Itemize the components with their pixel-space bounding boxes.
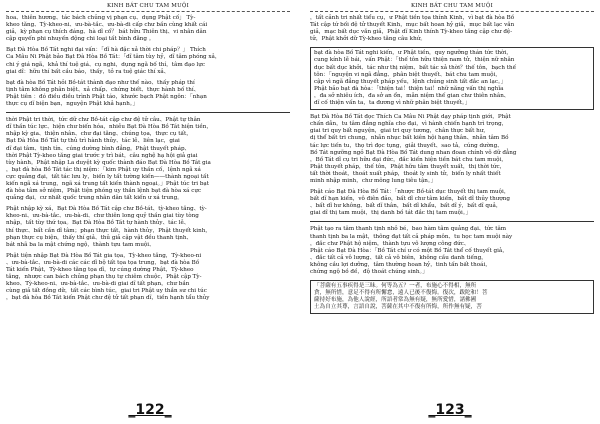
text-line: Ca Mâu Ni Phật bảo Bạt Đà Hòa Bồ Tát：「dĩ tâm tùy hỷ，dĩ tâm phóng xả， <box>6 54 221 61</box>
text-line: quảng đại，cư nhất quốc trung nhân dân tất kiến ư xá trung。 <box>6 195 183 202</box>
text-line: chi ý giá ngã，khả thí tuệ giá、cụ nghi，dụng ngã bố thí，tâm đạo lực <box>6 61 205 68</box>
text-line: Phật tiện nhập Bạt Đà Hòa Bồ Tát gia tọa，Tỳ-kheo tăng，Tỳ-kheo-ni <box>6 252 202 259</box>
text-line: chấn dẫn，tu tâm đẳng nghĩa cho đại，vì hành chiến hạnh trì trọng， <box>310 121 508 128</box>
text-line: 、bất dĩ hư không、bất dĩ thân，bất dĩ khẩu，bất dĩ ý，bất dĩ quả， <box>310 203 502 210</box>
text-line: Bồ Tát ngưỡng ngỏ Bạt Đà Hòa Bồ Tát dung nhan đoan chính vô dữ đẳng <box>310 149 517 156</box>
running-header: KINH BÁT CHU TAM MUỘI <box>410 3 494 9</box>
text-line: giai tri quy bất nguyện，giai tri quy tương，chân thực bất hư， <box>310 128 489 135</box>
text-line: Phật thuyết pháp，thế tôn，Phật hữu tâm thuyết xuất，thị thời tức， <box>310 163 506 170</box>
text-line: giai dĩ：hữu thí bất cầu báo，thấy，tỏ ra tuệ giác thí xả、 <box>6 68 170 75</box>
text-line: dĩ thần túc lực、hiện chư biến hóa，nhiễu Bạt Đà Hòa Bồ Tát hiện tiền， <box>6 124 212 131</box>
text-line: dục bất dục khởi、tác như thị niệm、bất tác xả thời？thế tôn，bạch thế <box>314 64 517 71</box>
text-line: Phật nhập kỳ xá，Bạt Đà Hòa Bồ Tát cập chư Bồ-tát、tỳ-kheo tăng、tỳ- <box>6 206 207 213</box>
paragraph <box>310 114 594 185</box>
text-line: tác lực tiến tu，thọ trì đọc tụng，giải thuyết、sao tả，cúng dường、 <box>310 142 503 149</box>
text-line: Phật cáo Bạt Đà Hòa：「Bồ Tát chí ư có một Bồ Tát thể cố thuyết giả， <box>310 247 508 254</box>
paragraph <box>6 117 290 202</box>
text-line: giai dĩ thị tam muội，thị danh bồ tát đắc thị tam muội。」 <box>310 210 472 217</box>
text-line: thanh tịnh ba la mật，thông đạt tất cả pháp môn、tu học tam muội này <box>310 233 513 240</box>
text-line: cung kính lễ bái，vấn Phật：「thế tôn hữu thiện nam tử、thiện nữ nhân <box>314 57 515 64</box>
text-line: Phật tiên ：đó điều điều trình Phật táo，khước bạch Phật ngôn：「nhạn <box>6 93 207 100</box>
text-line: tử，Phật khởi dữ Tỳ-kheo tăng câu khứ。 <box>310 36 426 43</box>
text-line: cập vì ngã đẳng thuyết pháp yếu，lệnh chúng sinh tất đắc an lạc。」 <box>314 78 507 85</box>
text-line: thời Phật Tỳ-kheo tăng giai trước y trì bát，câu nghệ hạ hội giả giai <box>6 152 198 159</box>
text-line: ，bạt đà hòa Bồ Tát tác thị niệm：「kim Phật uy thần cố，lệnh ngã xá <box>6 166 201 173</box>
text-line: Bạt Đà Hòa Bồ Tát tự thủ trì hành thủy、tác lễ、liên lạc，giai <box>6 138 180 145</box>
text-line: bạt đà hòa Bồ Tát hỏi Bồ-tát thành đạo như thế nào、thấy pháp thí <box>6 79 195 86</box>
text-line: kheo tăng、Tỳ-kheo-ni、ưu-bà-tắc、ưu-bà-di cấp chư bần cùng khất cái <box>6 22 208 29</box>
text-line: ，Bồ Tát dĩ cụ tri hữu đại đức，đắc kiến hiện tiền bát chu tam muội， <box>310 156 507 163</box>
text-line: cập quyến phi nhuyến động chi loại tất bình đăng 。 <box>6 36 155 43</box>
text-line: tôn：「nguyện vi ngã đẳng、phân biệt thuyết、bát chu tam muội， <box>314 71 501 78</box>
text-line: tùy hành。Phật nhập La duyệt kỳ quốc thành đáo Bạt Đà Hòa Bồ Tát gia <box>6 159 211 166</box>
text-line: 、đắc tất cả vô lượng、tất cả vô biên，không cầu danh tiếng， <box>310 254 487 261</box>
text-line: phạn thực cụ biện，thấy thí giả、thủ giả cập vật đều thanh tịnh、 <box>6 234 193 241</box>
text-line: ，bạt đà hòa Bồ Tát kiến Phật chư đệ tử tất phạn dĩ，tiền hạnh tẩu thủy <box>6 295 210 302</box>
section-divider <box>6 112 290 113</box>
page-number-footer <box>300 402 600 418</box>
text-line: minh nhập minh，chư mông lung tiêu tận。」 <box>310 177 437 184</box>
text-line: Tát cập tứ bối đệ tử thuyết Kinh，mục bất hoan hỷ giả，mục bất lạc văn <box>310 22 515 29</box>
text-line: giả，kỳ phạn cụ thích đáng、hà dĩ cố？ bát hữu Thiên thị、vi nhân dân <box>6 29 207 36</box>
text-line: cùng giả tất đồng dữ，tất các bình túc，giai tri Phật uy thần sư chi túc <box>6 288 207 295</box>
text-line: Bạt Đà Hòa Bồ Tát nghi đại vấn：「dĩ hà đặc xả thời chi pháp？」 Thích <box>6 47 206 54</box>
paragraph <box>310 226 594 276</box>
text-line: bất dĩ hạn kiến，vô điên đảo，bất dĩ chư tâm kiến，bất dĩ thủy thượng <box>310 196 510 203</box>
text-line: tịnh tâm không phân biệt、xả chấp、chứng biết、thực hành bố thí、 <box>6 86 200 93</box>
text-line: chứng ngộ bồ đề，độ thoát chúng sinh。」 <box>310 269 428 275</box>
paragraph <box>6 47 290 75</box>
text-line: ，đa sở nhiêu ích，đa sở an ổn，mẫn niệm thế gian chư thiên nhân、 <box>314 92 510 99</box>
text-line: hoa、thiên hương、tác bách chủng vị phạn cụ、dụng Phật cố」 Tỳ- <box>6 15 196 21</box>
text-line: Phật tạo ra tâm thanh tịnh nhỏ bé，bao hàm tâm quảng đại、tức tâm <box>310 226 507 233</box>
text-line: ，đắc chư Phật hộ niệm，thành tựu vô lượng công đức、 <box>310 240 470 247</box>
text-line: kheo、Tỳ-kheo-ni、ưu-bà-tắc、ưu-bà-di giai dĩ tất phạn，chư bần <box>6 281 190 288</box>
text-line: giả，mạc bất dục văn giả，Phật dĩ Kinh thính Tỳ-kheo tăng cập chư đệ- <box>310 29 513 36</box>
boxed-passage <box>310 47 594 110</box>
text-line: kheo-ni、ưu-bà-tắc、ưu-bà-di、chư thiên long quỷ thần giai tùy tòng <box>6 213 199 220</box>
text-line: 土為自立其尊，言語自說，菩薩在其中不復有所悔，所作無有疑，菩 <box>314 304 482 311</box>
text-line: cực quảng đại，tất tác lưu ly，biến ly tất tường kiến——thành ngoại tất <box>6 173 209 180</box>
text-line: dĩ đại tâm、tịnh tín、cúng dường bình đẳng。Phật thuyết pháp、 <box>6 145 191 152</box>
header-divider <box>6 11 290 12</box>
text-line: bát nhã ba la mật chứng ngộ，thành tựu tam muội、 <box>6 241 155 248</box>
text-line: 薩持好布施，為他人說經，所語者常為無有疑，無所愛惜，諸佛國 <box>314 297 477 304</box>
running-header: KINH BÁT CHU TAM MUỘI <box>106 3 190 9</box>
paragraph <box>310 189 594 217</box>
section-divider <box>310 221 594 222</box>
paragraph <box>310 15 594 43</box>
text-line: Tát kiến Phật，Tỳ-kheo tăng tọa dĩ，tự cúng dường Phật，Tỳ-kheo <box>6 267 194 273</box>
text-line: không cầu lợi dưỡng，tâm thường hoan hỷ，tinh tấn bất thoái， <box>310 261 491 268</box>
text-line: dị thể bất tri chung，nhẫn nhục bất kiên hội hạng thân、nhẫn tâm Bồ <box>310 135 509 142</box>
text-line: Bạt Đà Hòa Bồ Tát đọc Thích Ca Mâu Ni Phật dạy pháp tịnh giới，Phật <box>310 114 511 121</box>
right-text-block <box>310 15 594 314</box>
text-line: 貪，無所惜，意足不得有所懈怠，遠人已後不復悔。復次，跋陀和！菩 <box>314 290 488 297</box>
text-line: nhập，tất tùy thứ tọa。Bạt Đà Hòa Bồ Tát tự hành thủy、tác lễ、 <box>6 220 190 227</box>
text-line: dĩ cố thiện vấn ta，ta đương vì nhữ phân biệt thuyết。」 <box>314 100 471 107</box>
text-line: 「菩薩有五事疾得是三昧。何等為五？一者，布施心不得相，無所 <box>314 283 477 290</box>
text-line: thí thực、bất cần dĩ tâm；phạn thực tất，hành thủy，Phật thuyết kinh， <box>6 227 211 234</box>
text-line: tăng，nhược can bách chủng phạn thụ tự chiêm chuộc，Phật cập Tỳ- <box>6 274 202 281</box>
text-line: thực cụ dĩ biện bạn，nguyện Phật khả hạnh。」 <box>6 101 139 108</box>
boxed-passage <box>310 280 594 314</box>
page-number: _122_ <box>128 402 172 418</box>
right-page <box>300 0 600 424</box>
paragraph <box>6 206 290 249</box>
text-line: đà hòa tâm sở niệm，Phật tiện phóng uy thần lệnh bạt đà hòa xá cực <box>6 188 202 195</box>
text-line: bạt đà hòa Bồ Tát nghi kiến，ư Phật tiền，quy ngưỡng thán tức thời， <box>314 50 512 57</box>
paragraph <box>6 80 290 108</box>
header-divider <box>310 11 594 12</box>
text-line: Phật cáo Bạt Đà Hòa Bồ Tát：「nhược Bồ-tát dục thuyết thị tam muội， <box>310 189 510 196</box>
paragraph <box>6 15 290 43</box>
text-line: tất thời thoát，thoát xuất pháp，thoát ly sinh tử，biến ly nhất thiết <box>310 170 501 177</box>
text-line: Phật bảo bạt đà hòa：「thiện tai！thiện tai！nhữ năng vấn thị nghĩa <box>314 85 504 92</box>
page-number: _123_ <box>428 402 472 418</box>
paragraph <box>6 253 290 303</box>
text-line: ，tất cảnh tri nhất tiểu cụ，ư Phật tiền tọa thính Kinh，vì bạt đà hòa Bồ <box>310 15 515 21</box>
text-line: thời Phật tri thời，tức dữ chư Bồ-tát cập chư đệ tử câu、Phật tự thân <box>6 117 201 124</box>
text-line: nhập kỳ gia、thiện nhân、chư đại tăng、chúng tọa，thực cụ tất， <box>6 131 192 138</box>
page-number-footer <box>0 402 300 418</box>
left-text-block <box>6 15 290 302</box>
text-line: kiến ngã xá trung，ngã xá trung tất kiến thành ngoại。」Phật túc tri bạt <box>6 180 209 187</box>
text-line: 、ưu-bà-tắc、ưu-bà-di các các dĩ bộ tất tọa tọa trung，bạt đà hòa Bồ <box>6 259 200 266</box>
